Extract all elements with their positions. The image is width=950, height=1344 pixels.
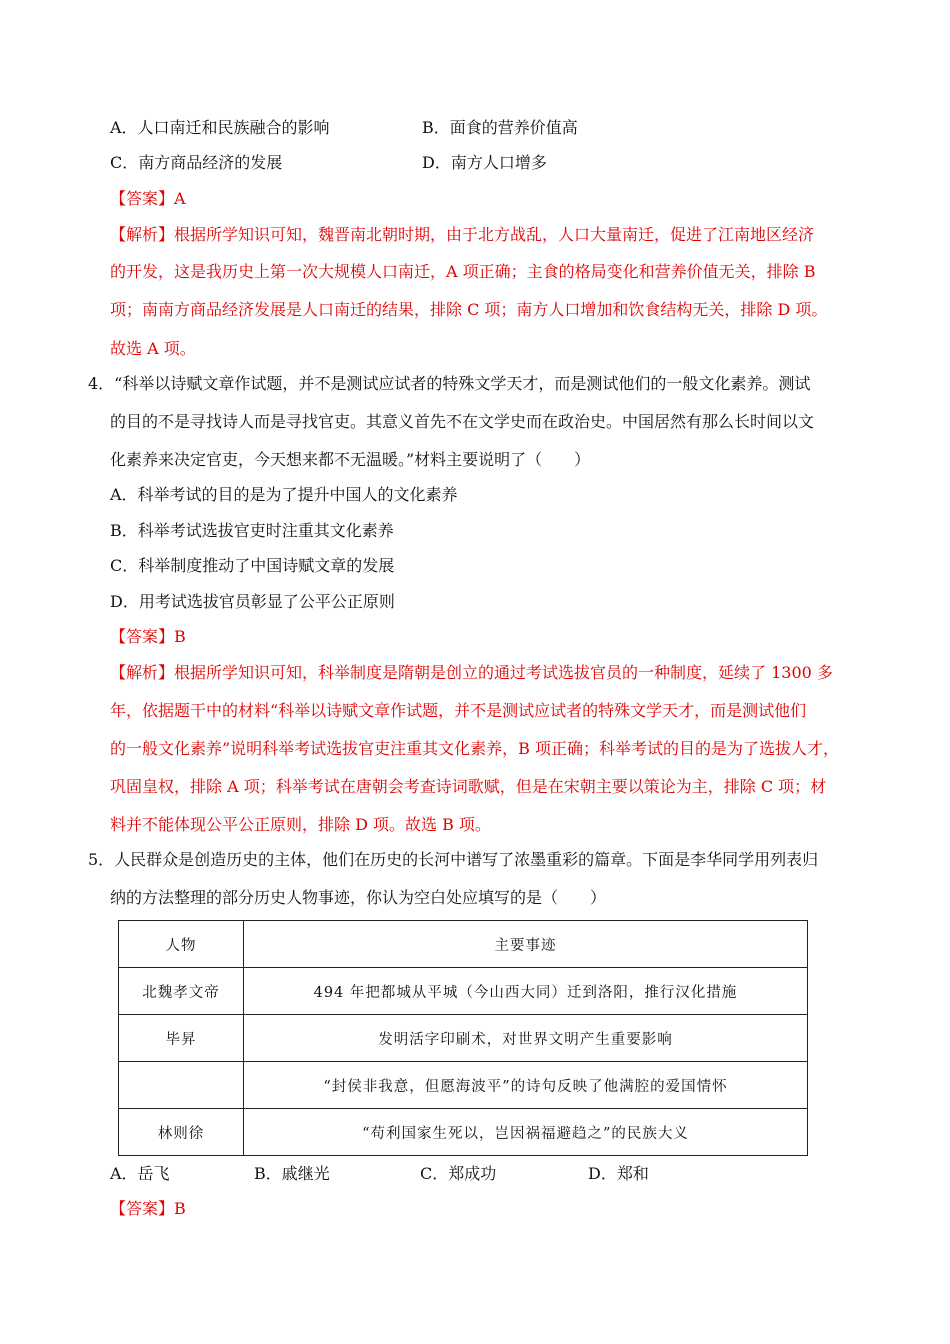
q5-option-b: B．戚继光 <box>254 1164 330 1183</box>
q3-option-d: D．南方人口增多 <box>422 153 547 172</box>
q4-option-a: A．科举考试的目的是为了提升中国人的文化素养 <box>110 485 458 504</box>
q4-analysis-line: 【解析】根据所学知识可知，科举制度是隋朝是创立的通过考试选拔官员的一种制度，延续了 1300 多 <box>110 663 833 682</box>
table-header-deed: 主要事迹 <box>244 921 808 968</box>
q4-stem-line: 的目的不是寻找诗人而是寻找官吏。其意义首先不在文学史而在政治史。中国居然有那么长时间以文 <box>110 412 815 431</box>
q3-analysis-line: 【解析】根据所学知识可知，魏晋南北朝时期，由于北方战乱，人口大量南迁，促进了江南地区经济 <box>110 225 815 244</box>
table-cell-person: 北魏孝文帝 <box>119 968 244 1015</box>
q4-option-b: B．科举考试选拔官吏时注重其文化素养 <box>110 521 394 540</box>
q3-option-b: B．面食的营养价值高 <box>422 118 578 137</box>
q5-answer: 【答案】B <box>110 1199 186 1218</box>
table-cell-deed: “封侯非我意，但愿海波平”的诗句反映了他满腔的爱国情怀 <box>244 1062 808 1109</box>
history-figures-table <box>118 920 808 1156</box>
table-cell-deed: “苟利国家生死以，岂因祸福避趋之”的民族大义 <box>244 1109 808 1156</box>
q5-option-d: D．郑和 <box>588 1164 649 1183</box>
q4-answer: 【答案】B <box>110 627 186 646</box>
q4-stem-line: 4．“科举以诗赋文章作试题，并不是测试应试者的特殊文学天才，而是测试他们的一般文化素养。测试 <box>88 374 811 393</box>
table-cell-person: 毕昇 <box>119 1015 244 1062</box>
q3-answer: 【答案】A <box>110 189 186 208</box>
q5-option-c: C．郑成功 <box>420 1164 497 1183</box>
q4-analysis-line: 料并不能体现公平公正原则，排除 D 项。故选 B 项。 <box>110 815 491 834</box>
q5-option-a: A．岳飞 <box>110 1164 170 1183</box>
q4-option-d: D．用考试选拔官员彰显了公平公正原则 <box>110 592 395 611</box>
q3-analysis-line: 的开发，这是我历史上第一次大规模人口南迁，A 项正确；主食的格局变化和营养价值无关，排除 B <box>110 262 816 281</box>
table-row <box>119 968 808 1015</box>
q3-analysis-line: 项；南南方商品经济发展是人口南迁的结果，排除 C 项；南方人口增加和饮食结构无关，排除 D 项。 <box>110 300 828 319</box>
table-cell-deed: 494 年把都城从平城（今山西大同）迁到洛阳，推行汉化措施 <box>244 968 808 1015</box>
table-header-person: 人物 <box>119 921 244 968</box>
q4-stem-line: 化素养来决定官吏，今天想来都不无温暖。”材料主要说明了（ ） <box>110 450 591 469</box>
table-cell-deed: 发明活字印刷术，对世界文明产生重要影响 <box>244 1015 808 1062</box>
table-header-row <box>119 921 808 968</box>
q4-option-c: C．科举制度推动了中国诗赋文章的发展 <box>110 556 395 575</box>
q3-option-c: C．南方商品经济的发展 <box>110 153 283 172</box>
q5-stem-line: 纳的方法整理的部分历史人物事迹，你认为空白处应填写的是（ ） <box>110 888 607 907</box>
q4-analysis-line: 年，依据题干中的材料“科举以诗赋文章作试题，并不是测试应试者的特殊文学天才，而是测试他们 <box>110 701 807 720</box>
table-row <box>119 1109 808 1156</box>
q3-option-a: A．人口南迁和民族融合的影响 <box>110 118 330 137</box>
table-cell-person: 林则徐 <box>119 1109 244 1156</box>
q4-analysis-line: 巩固皇权，排除 A 项；科举考试在唐朝会考查诗词歌赋，但是在宋朝主要以策论为主，排除 C 项；材 <box>110 777 827 796</box>
q4-analysis-line: 的一般文化素养”说明科举考试选拔官吏注重其文化素养，B 项正确；科举考试的目的是为了选拔人才， <box>110 739 840 758</box>
table-cell-person-blank <box>119 1062 244 1109</box>
q5-stem-line: 5．人民群众是创造历史的主体，他们在历史的长河中谱写了浓墨重彩的篇章。下面是李华同学用列表归 <box>88 850 819 869</box>
table-row <box>119 1062 808 1109</box>
table-row <box>119 1015 808 1062</box>
q3-analysis-line: 故选 A 项。 <box>110 339 196 358</box>
